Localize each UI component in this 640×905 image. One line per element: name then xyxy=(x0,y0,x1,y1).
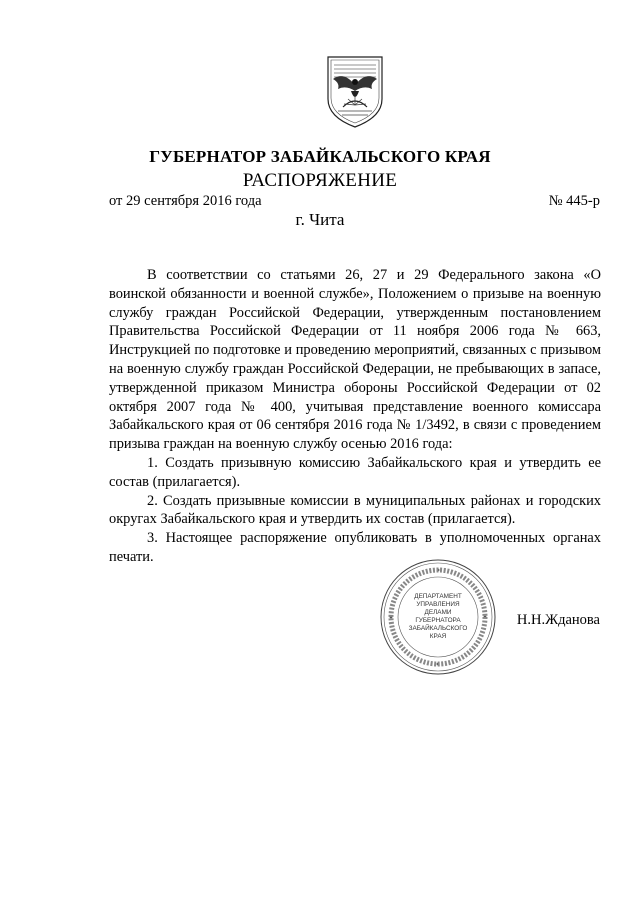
stamp-line: ДЕЛАМИ xyxy=(424,609,452,616)
preamble-paragraph: В соответствии со статьями 26, 27 и 29 Федерального закона «О воинской обязанности и военной службе», Положением о призыве на военную службу граждан Российской Федерации, утвержденным постановлением Правительства Российской Федерации от 11 ноября 2006 года № 663, Инструкцией по подготовке и проведению мероприятий, связанных с призывом на военную службу граждан Российской Федерации, не пребывающих в запасе, утвержденной приказом Министра обороны Российской Федерации от 02 октября 2007 года № 400, учитывая представление военного комиссара Забайкальского края от 06 сентября 2016 года № 1/3492, в связи с проведением призыва граждан на военную службу осенью 2016 года: xyxy=(109,267,601,453)
doc-type: РАСПОРЯЖЕНИЕ xyxy=(242,170,398,191)
official-stamp xyxy=(378,558,498,676)
doc-number: № 445-р xyxy=(548,193,600,209)
stamp-line: КРАЯ xyxy=(429,633,447,640)
stamp-line: ГУБЕРНАТОРА xyxy=(415,617,461,624)
doc-date: от 29 сентября 2016 года xyxy=(109,193,262,209)
item-paragraph: 2. Создать призывные комиссии в муниципальных районах и городских округах Забайкальского края и утвердить их состав (прилагается). xyxy=(109,492,601,528)
coat-of-arms-icon xyxy=(324,55,386,129)
doc-body xyxy=(109,266,601,567)
item-paragraph: 1. Создать призывную комиссию Забайкальского края и утвердить ее состав (прилагается). xyxy=(109,454,601,490)
stamp-line: ДЕПАРТАМЕНТ xyxy=(414,593,462,600)
org-title: ГУБЕРНАТОР ЗАБАЙКАЛЬСКОГО КРАЯ xyxy=(149,147,491,166)
stamp-line: ЗАБАЙКАЛЬСКОГО xyxy=(408,625,468,632)
item-paragraph: 3. Настоящее распоряжение опубликовать в уполномоченных органах печати. xyxy=(109,530,601,565)
doc-city: г. Чита xyxy=(295,210,345,229)
signer-name: Н.Н.Жданова xyxy=(516,612,600,628)
stamp-line: УПРАВЛЕНИЯ xyxy=(416,601,460,608)
